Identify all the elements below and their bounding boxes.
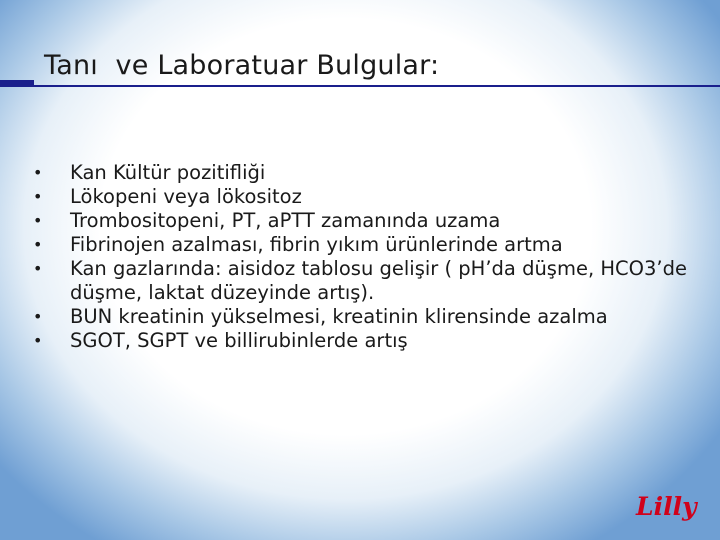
bullet-icon: • <box>33 163 43 182</box>
bullet-icon: • <box>33 235 43 254</box>
bullet-icon: • <box>33 187 43 206</box>
bullet-icon: • <box>33 211 43 230</box>
bullet-icon: • <box>33 331 43 350</box>
list-item <box>0 257 720 305</box>
list-item-text: Kan Kültür pozitifliği <box>70 161 266 184</box>
list-item <box>0 305 720 329</box>
list-item-text: SGOT, SGPT ve billirubinlerde artış <box>70 329 408 352</box>
logo-text: Lilly <box>636 492 697 521</box>
bullet-icon: • <box>33 307 43 326</box>
list-item-text: Lökopeni veya lökositoz <box>70 185 302 208</box>
bullet-icon: • <box>33 259 43 278</box>
list-item <box>0 209 720 233</box>
list-item-text: Fibrinojen azalması, fibrin yıkım ürünlerinde artma <box>70 233 563 256</box>
list-item <box>0 161 720 185</box>
bullet-list <box>0 161 720 353</box>
list-item-text: Trombositopeni, PT, aPTT zamanında uzama <box>70 209 501 232</box>
lilly-logo <box>634 488 700 524</box>
list-item-text: Kan gazlarında: aisidoz tablosu gelişir ( pH’da düşme, HCO3’de düşme, laktat düzeyinde artış). <box>70 257 687 304</box>
list-item-text: BUN kreatinin yükselmesi, kreatinin klirensinde azalma <box>70 305 608 328</box>
list-item <box>0 329 720 353</box>
slide-title: Tanı ve Laboratuar Bulgular: <box>44 50 440 81</box>
list-item <box>0 185 720 209</box>
title-underline-rule <box>0 85 720 87</box>
list-item <box>0 233 720 257</box>
